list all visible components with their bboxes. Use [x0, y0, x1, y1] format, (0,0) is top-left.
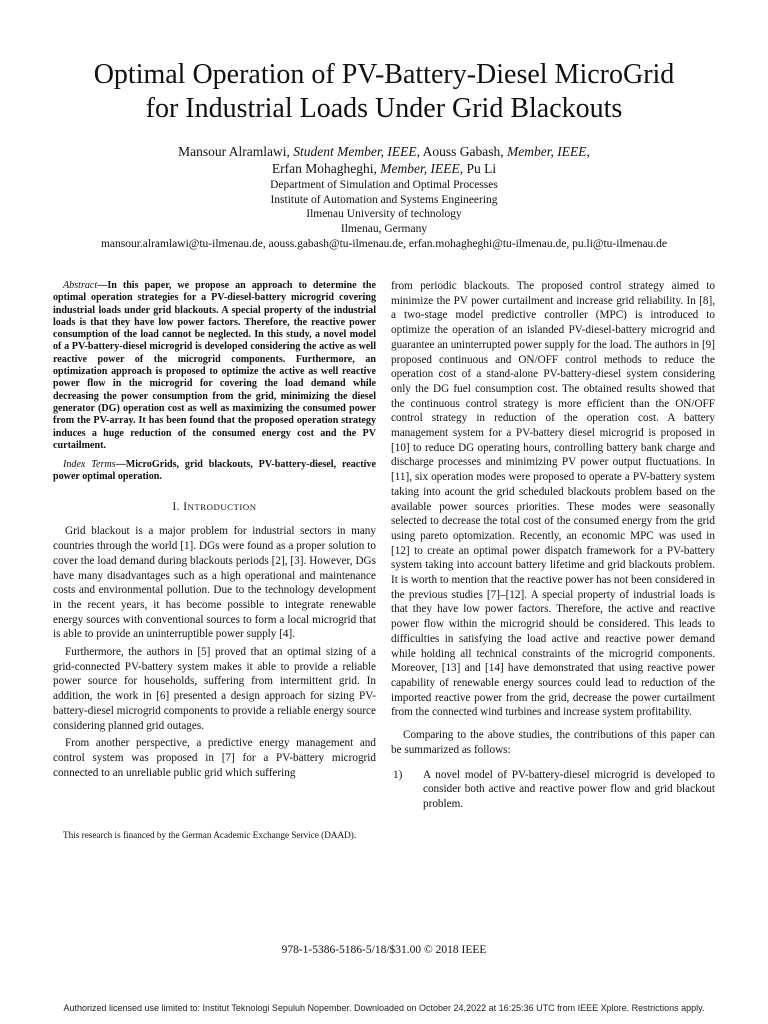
- body-paragraph: from periodic blackouts. The proposed control strategy aimed to minimize the PV power curtailment and increase grid reliability. In [8], a two-stage model predictive controller (MPC) is introduced to optimize the operation of an islanded PV-diesel-battery microgrid and guarantee an uninterrupted power supply for the load. The authors in [9] proposed continuous and ON/OFF control methods to reduce the operation cost of a stand-alone PV-battery-diesel system considering only the DG fuel consumption cost. The obtained results showed that the continuous control strategy is more efficient than the ON/OFF control strategy in reduction of the operation cost. A battery management system for a PV-battery diesel microgrid is proposed in [10] to reduce DG operating hours, controlling battery bank charge and discharge processes and minimizing PV power output fluctuations. In [11], six operation modes were proposed to operate a PV-battery system taking into acount the grid scheduled blackouts problem based on the available power sources priorities. These modes were seasonally selected to decrease the total cost of the consumed energy from the grid using pareto optomization. Recently, an economic MPC was used in [12] to create an optimal power dispatch framework for a PV-battery system taking into account battery lifetime and grid blackouts problem. It is worth to mention that the reactive power has not been considered in the previous studies [7]–[12]. A special property of industrial loads is that they have low power factors. Therefore, the active and reactive power flow within the microgrid should be considered. This leads to difficulties in satisfying the load active and reactive power demand while holding all technical constraints of the microgrid components. Moreover, [13] and [14] have demonstrated that using reactive power capability of renewable energy sources could lead to reduction of the imported reactive power from the grid, decrease the power curtailment from the connected wind turbines and increase system profitability.: [391, 280, 715, 719]
- author-name: Mansour Alramlawi,: [178, 144, 294, 159]
- affiliation-line: Ilmenau University of technology: [306, 208, 462, 221]
- abstract: [53, 280, 376, 452]
- body-paragraph: Comparing to the above studies, the contributions of this paper can be summarized as follows:: [391, 729, 715, 756]
- author-list: [20, 144, 748, 177]
- body-paragraph: From another perspective, a predictive energy management and control system was proposed in [7] for a PV-battery microgrid connected to an unreliable public grid which suffering: [53, 737, 376, 779]
- author-line: [20, 144, 748, 161]
- section-title-rest: NTRODUCTION: [187, 501, 257, 512]
- section-title-initial: I: [183, 500, 188, 513]
- title-line: for Industrial Loads Under Grid Blackouts: [145, 93, 623, 124]
- abstract-text: —In this paper, we propose an approach to determine the optimal operation strategies for a PV-diesel-battery microgrid covering industrial loads under grid blackouts. A special property of the industrial loads is that they have low power factors. Therefore, the reactive power consumption of the load cannot be neglected. In this study, a novel model of a PV-battery-diesel microgrid is developed considering the active as well reactive power of the microgrid components. Furthermore, an optimization approach is proposed to optimize the active as well reactive power flow in the microgrid for covering the load demand while decreasing the power consumption from the grid, minimizing the diesel generator (DG) operation cost as well as maximizing the consumed power from the PV-array. It has been found that the proposed operation strategy induces a huge reduction of the consumed energy cost and the PV curtailment.: [53, 280, 376, 451]
- author-membership: Student Member, IEEE: [293, 144, 417, 159]
- author-emails: mansour.alramlawi@tu-ilmenau.de, aouss.gabash@tu-ilmenau.de, erfan.mohagheghi@tu-ilmenau.de, pu.li@tu-ilmenau.de: [100, 237, 668, 250]
- copyright-notice: 978-1-5386-5186-5/18/$31.00 © 2018 IEEE: [281, 944, 487, 956]
- title-line: Optimal Operation of PV-Battery-Diesel MicroGrid: [93, 59, 675, 90]
- body-paragraph: Furthermore, the authors in [5] proved that an optimal sizing of a grid-connected PV-battery system makes it able to provide a reliable power source for households, suffering from intermittent grid. In addition, the work in [6] presented a design approach for sizing PV-battery-diesel microgrid components to provide a reliable energy source considering planned grid outages.: [53, 646, 376, 732]
- author-name: , Aouss Gabash,: [416, 144, 507, 159]
- affiliation-line: Ilmenau, Germany: [340, 223, 428, 236]
- author-name: , Pu Li: [459, 160, 497, 176]
- footnote: This research is financed by the German Academic Exchange Service (DAAD).: [63, 830, 357, 840]
- affiliation-block: [10, 178, 758, 252]
- section-number: I.: [172, 500, 184, 513]
- paper-title: [20, 58, 748, 126]
- index-terms-label: Index Terms: [63, 459, 116, 471]
- list-text: A novel model of PV-battery-diesel microgrid is developed to consider both active and reactive power flow and grid blackout problem.: [423, 768, 715, 810]
- license-footer: Authorized licensed use limited to: Institut Teknologi Sepuluh Nopember. Downloaded on October 24,2022 at 16:25:36 UTC from IEEE Xplore. Restrictions apply.: [63, 1003, 705, 1013]
- contribution-item: [391, 768, 715, 812]
- author-membership: Member, IEEE: [380, 160, 460, 176]
- author-separator: ,: [586, 144, 590, 159]
- abstract-label: Abstract: [63, 280, 98, 291]
- index-terms-text: —MicroGrids, grid blackouts, PV-battery-diesel, reactive power optimal operation.: [53, 459, 376, 483]
- list-number: 1): [393, 768, 403, 781]
- author-membership: Member, IEEE: [506, 144, 587, 159]
- affiliation-line: Institute of Automation and Systems Engineering: [270, 193, 498, 206]
- author-name: Erfan Mohagheghi,: [271, 160, 381, 176]
- index-terms: [53, 459, 376, 484]
- affiliation-line: Department of Simulation and Optimal Processes: [270, 179, 498, 191]
- body-paragraph: Grid blackout is a major problem for industrial sectors in many countries through the world [1]. DGs were found as a proper solution to cover the load demand during blackouts periods [2], [3]. However, DGs have many disadvantages such as a high operational and maintenance costs and environmental pollution. Due to the technology development in the recent years, it has become possible to integrate renewable energy sources with conventional sources to form a local microgrid that is able to provide an uninterruptible power supply [4].: [53, 525, 376, 641]
- left-column: [53, 280, 376, 780]
- right-column: [391, 279, 715, 812]
- section-heading: [53, 500, 376, 515]
- author-line: [20, 161, 748, 178]
